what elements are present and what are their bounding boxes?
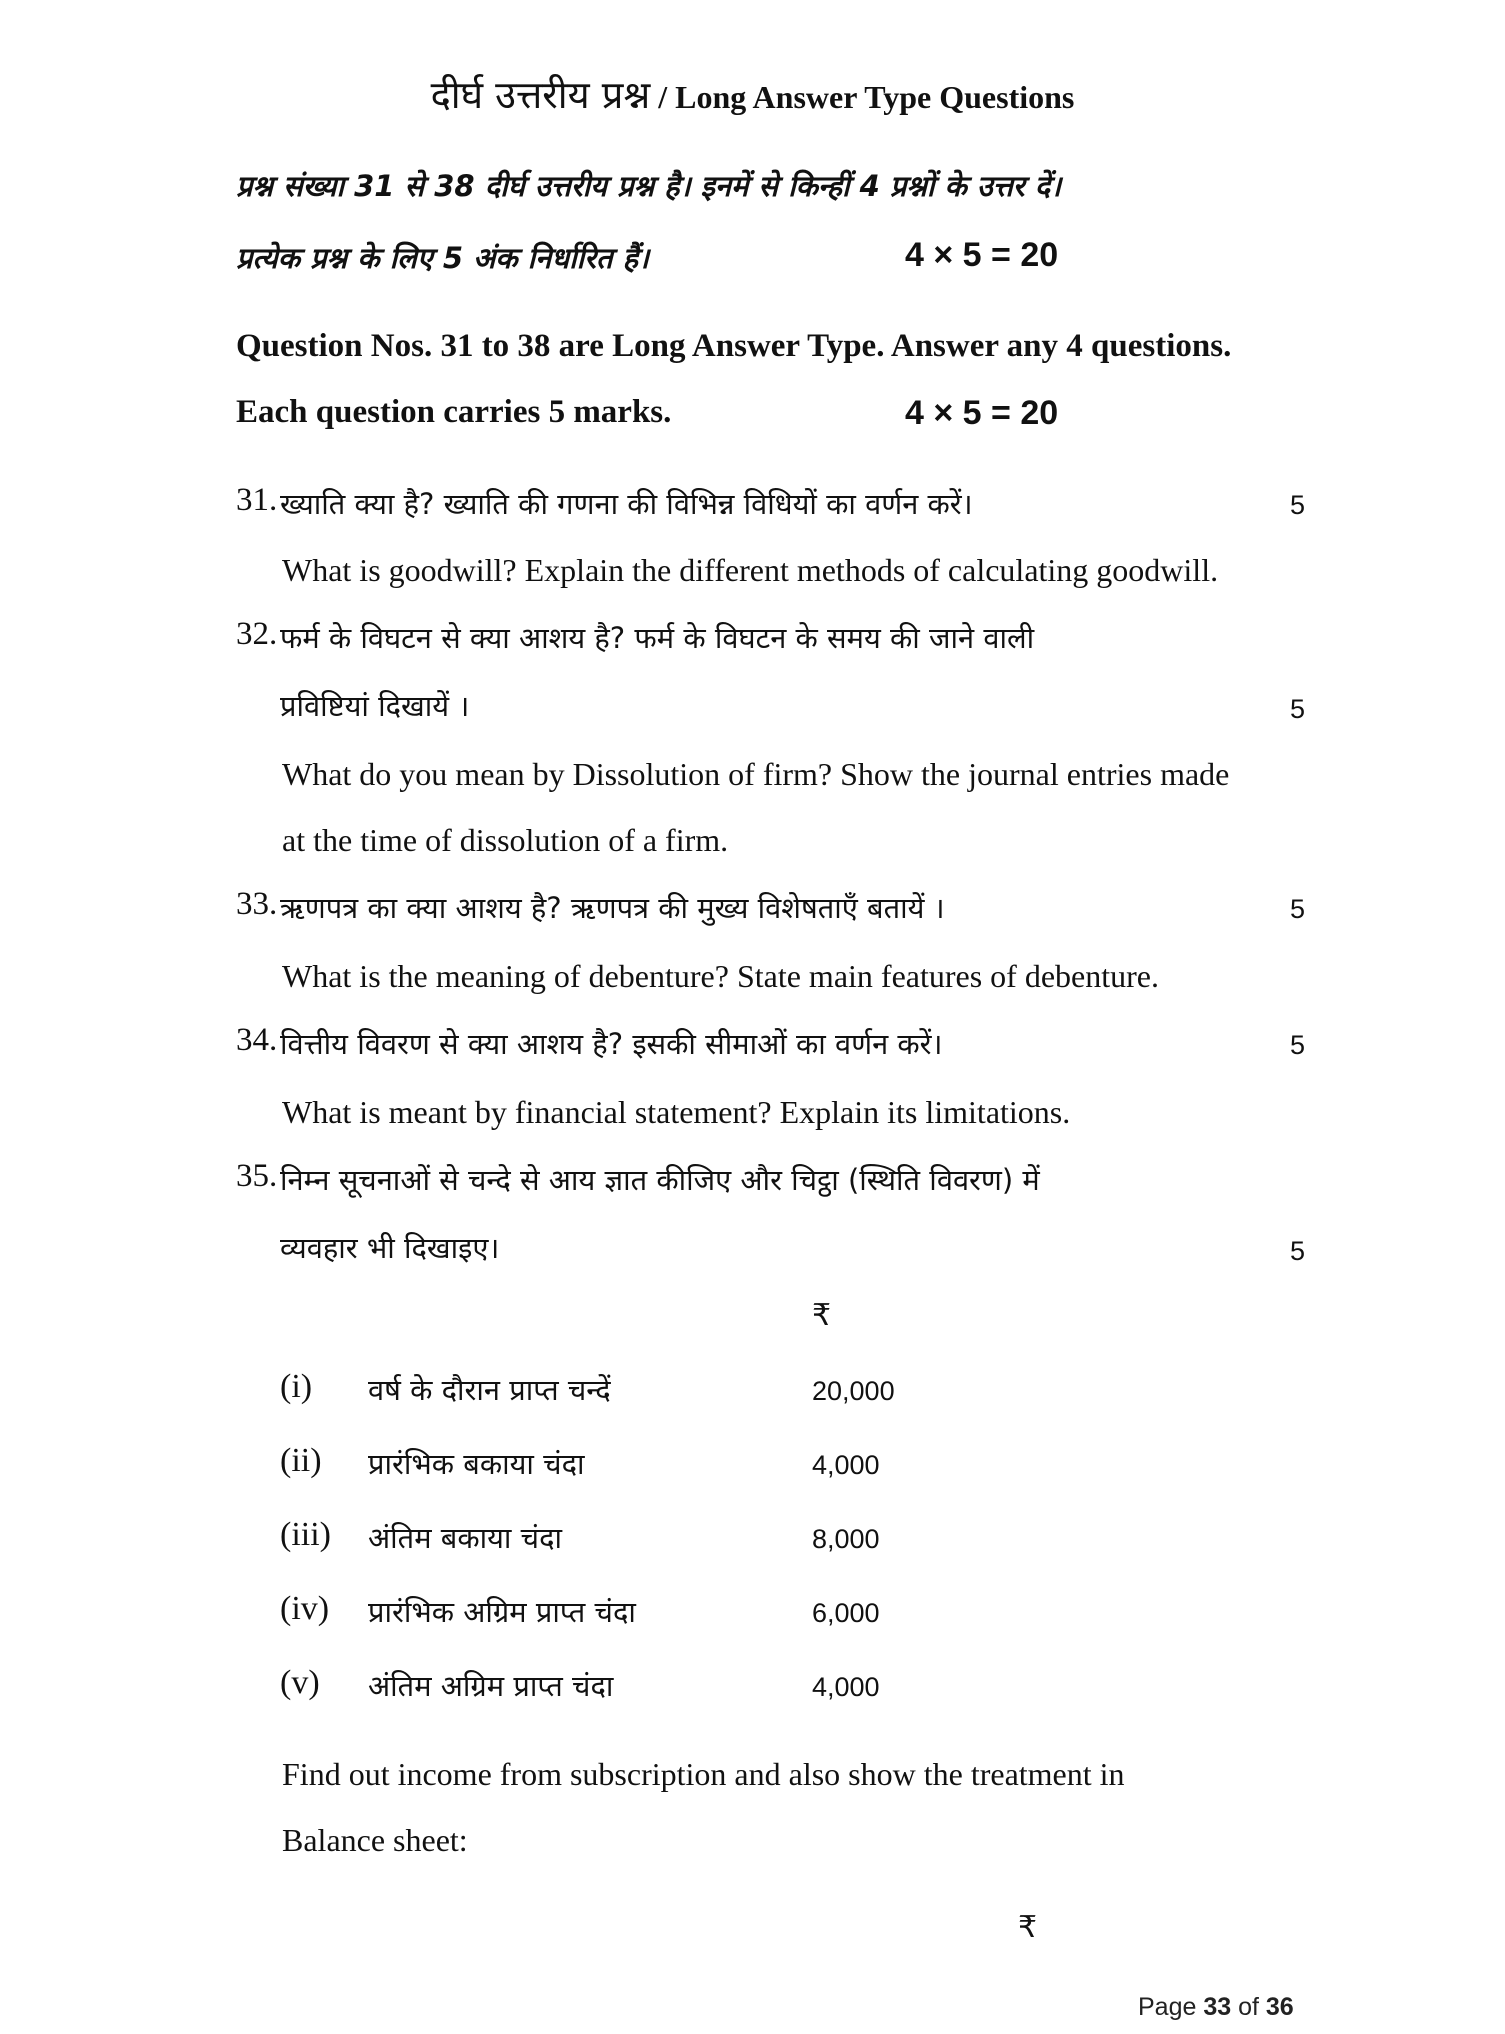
item-3-roman: (iii) [280, 1516, 331, 1553]
question-32-english-line1: What do you mean by Dissolution of firm? Show the journal entries made [282, 756, 1230, 792]
title-english: Long Answer Type Questions [675, 79, 1075, 115]
question-32-hindi-line2: प्रविष्टियां दिखायें । [280, 689, 470, 723]
question-35-hindi-line1: निम्न सूचनाओं से चन्दे से आय ज्ञात कीजिए और चिट्ठा (स्थिति विवरण) में [280, 1163, 1040, 1197]
item-5-label: अंतिम अग्रिम प्राप्त चंदा [368, 1669, 614, 1703]
item-1-roman: (i) [280, 1368, 313, 1405]
rupee-column-header: ₹ [812, 1298, 832, 1333]
question-34-english: What is meant by financial statement? Explain its limitations. [282, 1094, 1071, 1130]
item-3-label: अंतिम बकाया चंदा [368, 1521, 562, 1555]
page-title [0, 68, 1505, 120]
question-35-hindi-line2: व्यवहार भी दिखाइए। [280, 1231, 500, 1265]
item-4-amount: 6,000 [812, 1598, 880, 1628]
question-33-hindi: ऋणपत्र का क्या आशय है? ऋणपत्र की मुख्य विशेषताएँ बतायें । [280, 891, 945, 925]
question-34-hindi: वित्तीय विवरण से क्या आशय है? इसकी सीमाओं का वर्णन करें। [280, 1027, 943, 1061]
question-32-hindi-line1: फर्म के विघटन से क्या आशय है? फर्म के विघटन के समय की जाने वाली [280, 621, 1035, 655]
page-number [1138, 1993, 1294, 2022]
question-31-marks: 5 [1290, 490, 1306, 520]
question-35-english-line1: Find out income from subscription and also show the treatment in [282, 1756, 1125, 1792]
instructions-hindi-marks: 4 × 5 = 20 [905, 236, 1059, 274]
item-5-amount: 4,000 [812, 1672, 880, 1702]
question-32-english-line2: at the time of dissolution of a firm. [282, 822, 729, 858]
instructions-hindi-line2: प्रत्येक प्रश्न के लिए 5 अंक निर्धारित हैं। [236, 241, 650, 275]
question-32-number: 32. [236, 616, 278, 652]
item-1-label: वर्ष के दौरान प्राप्त चन्दें [368, 1373, 611, 1407]
question-31-number: 31. [236, 482, 278, 518]
item-5-roman: (v) [280, 1664, 320, 1701]
item-3-amount: 8,000 [812, 1524, 880, 1554]
question-35-english-line2: Balance sheet: [282, 1822, 468, 1858]
title-separator: / [650, 79, 676, 115]
instructions-english-line1: Question Nos. 31 to 38 are Long Answer Type. Answer any 4 questions. [236, 328, 1232, 364]
item-4-label: प्रारंभिक अग्रिम प्राप्त चंदा [368, 1595, 636, 1629]
item-2-roman: (ii) [280, 1442, 322, 1479]
page-mid: of [1231, 1993, 1266, 2021]
instructions-english-marks: 4 × 5 = 20 [905, 394, 1059, 432]
question-34-number: 34. [236, 1022, 278, 1058]
question-32-marks: 5 [1290, 694, 1306, 724]
instructions-english-line2: Each question carries 5 marks. [236, 394, 672, 430]
item-2-label: प्रारंभिक बकाया चंदा [368, 1447, 585, 1481]
question-31-english: What is goodwill? Explain the different methods of calculating goodwill. [282, 552, 1219, 588]
page-prefix: Page [1138, 1993, 1204, 2021]
item-4-roman: (iv) [280, 1590, 330, 1627]
question-33-number: 33. [236, 886, 278, 922]
question-35-marks: 5 [1290, 1236, 1306, 1266]
page-total: 36 [1265, 1993, 1294, 2021]
question-33-marks: 5 [1290, 894, 1306, 924]
rupee-symbol-bottom: ₹ [1018, 1910, 1038, 1945]
question-34-marks: 5 [1290, 1030, 1306, 1060]
question-35-number: 35. [236, 1158, 278, 1194]
question-31-hindi: ख्याति क्या है? ख्याति की गणना की विभिन्न विधियों का वर्णन करें। [280, 487, 973, 521]
title-hindi: दीर्घ उत्तरीय प्रश्न [430, 73, 651, 117]
item-2-amount: 4,000 [812, 1450, 880, 1480]
item-1-amount: 20,000 [812, 1376, 895, 1406]
instructions-hindi-line1: प्रश्न संख्या 31 से 38 दीर्घ उत्तरीय प्रश्न है। इनमें से किन्हीं 4 प्रश्नों के उत्तर दें। [236, 169, 1062, 203]
question-33-english: What is the meaning of debenture? State main features of debenture. [282, 958, 1159, 994]
page-current: 33 [1203, 1993, 1232, 2021]
